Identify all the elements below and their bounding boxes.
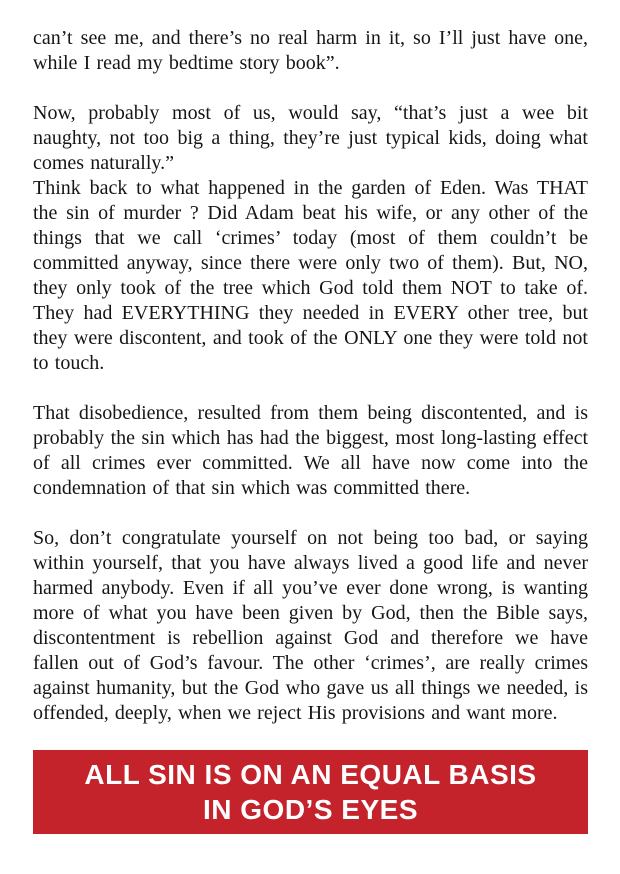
paragraph-bedtime-story: can’t see me, and there’s no real harm in it, so I’ll just have one, while I read my bedtime story book”. [33,27,588,74]
paragraph-dont-congratulate: So, don’t congratulate yourself on not being too bad, or saying within yourself, that you have always lived a good life and never harmed anybody. Even if all you’ve ever done wrong, is wanting more of what you have been given by God, then the Bible says, discontentment is rebellion against God and therefore we have fallen out of God’s favour. The other ‘crimes’, are really crimes against humanity, but the God who gave us all things we needed, is offended, deeply, when we reject His provisions and want more. [33,527,588,724]
banner-line-1: ALL SIN IS ON AN EQUAL BASIS [84,759,537,790]
paragraph-disobedience: That disobedience, resulted from them being discontented, and is probably the sin which has had the biggest, most long-lasting effect of all crimes ever committed. We all have now come into the condemnation of that sin which was committed there. [33,402,588,499]
paragraph-wee-bit-naughty: Now, probably most of us, would say, “that’s just a wee bit naughty, not too big a thing, they’re just typical kids, doing what comes naturally.” [33,102,588,174]
paragraph-garden-of-eden: Think back to what happened in the garden of Eden. Was THAT the sin of murder ? Did Adam beat his wife, or any other of the things that we call ‘crimes’ today (most of them couldn’t be committed anyway, since there were only two of them). But, NO, they only took of the tree which God told them NOT to take of. They had EVERYTHING they needed in EVERY other tree, but they were discontent, and took of the ONLY one they were told not to touch. [33,177,588,374]
red-banner [33,750,588,834]
banner-line-2: IN GOD’S EYES [203,794,418,825]
